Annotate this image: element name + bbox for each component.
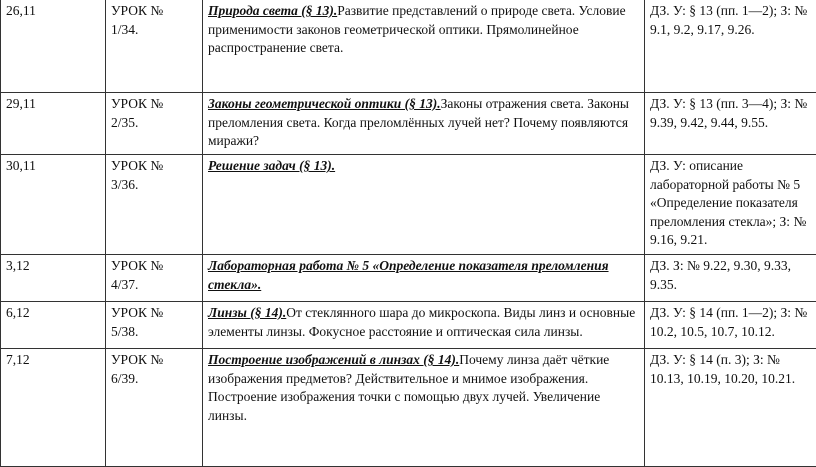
date-cell: 26,11	[1, 0, 106, 93]
lesson-cell	[106, 255, 203, 302]
topic-title: Лабораторная работа № 5 «Определение показателя преломления стекла».	[208, 258, 609, 292]
homework-cell: ДЗ. У: § 14 (п. 3); З: № 10.13, 10.19, 10.20, 10.21.	[645, 349, 816, 467]
topic-cell	[203, 0, 645, 93]
lesson-cell	[106, 349, 203, 467]
topic-title: Решение задач (§ 13).	[208, 158, 335, 173]
table-row	[1, 93, 816, 155]
topic-text: От стеклянного шара до микроскопа. Виды линз и основные элементы линзы. Фокусное расстояние и оптическая сила линзы.	[208, 305, 635, 339]
homework-cell: ДЗ. З: № 9.22, 9.30, 9.33, 9.35.	[645, 255, 816, 302]
lesson-number: УРОК № 1/34.	[111, 2, 183, 39]
topic-title: Законы геометрической оптики (§ 13).	[208, 96, 441, 111]
topic-text: Почему линза даёт чёткие изображения предметов? Действительное и мнимое изображения. Построение изображения точки с помощью двух лучей. Увеличение линзы.	[208, 352, 609, 423]
table-row	[1, 349, 816, 467]
topic-title: Построение изображений в линзах (§ 14).	[208, 352, 459, 367]
topic-cell	[203, 93, 645, 155]
table-row	[1, 255, 816, 302]
lesson-number: УРОК № 2/35.	[111, 95, 183, 132]
homework-cell: ДЗ. У: § 13 (пп. 3—4); З: № 9.39, 9.42, 9.44, 9.55.	[645, 93, 816, 155]
topic-title: Природа света (§ 13).	[208, 3, 337, 18]
lesson-number: УРОК № 4/37.	[111, 257, 183, 294]
date-cell: 6,12	[1, 302, 106, 349]
date-cell: 29,11	[1, 93, 106, 155]
lesson-number: УРОК № 6/39.	[111, 351, 183, 388]
lesson-cell	[106, 93, 203, 155]
topic-cell	[203, 255, 645, 302]
lesson-cell	[106, 155, 203, 255]
topic-cell	[203, 155, 645, 255]
table-row	[1, 302, 816, 349]
date-cell: 30,11	[1, 155, 106, 255]
topic-cell	[203, 302, 645, 349]
lesson-number: УРОК № 5/38.	[111, 304, 183, 341]
lesson-number: УРОК № 3/36.	[111, 157, 183, 194]
homework-cell: ДЗ. У: описание лабораторной работы № 5 «Определение показателя преломления стекла»; З: № 9.16, 9.21.	[645, 155, 816, 255]
homework-cell: ДЗ. У: § 13 (пп. 1—2); З: № 9.1, 9.2, 9.17, 9.26.	[645, 0, 816, 93]
table-row	[1, 0, 816, 93]
homework-cell: ДЗ. У: § 14 (пп. 1—2); З: № 10.2, 10.5, 10.7, 10.12.	[645, 302, 816, 349]
topic-title: Линзы (§ 14).	[208, 305, 286, 320]
table-row	[1, 155, 816, 255]
date-cell: 7,12	[1, 349, 106, 467]
topic-text: Законы отражения света. Законы преломления света. Когда преломлённых лучей нет? Почему появляются миражи?	[208, 96, 629, 148]
date-cell: 3,12	[1, 255, 106, 302]
topic-text: Развитие представлений о природе света. Условие применимости законов геометрической оптики. Прямолинейное распространение света.	[208, 3, 626, 55]
lesson-cell	[106, 302, 203, 349]
lesson-cell	[106, 0, 203, 93]
topic-cell	[203, 349, 645, 467]
